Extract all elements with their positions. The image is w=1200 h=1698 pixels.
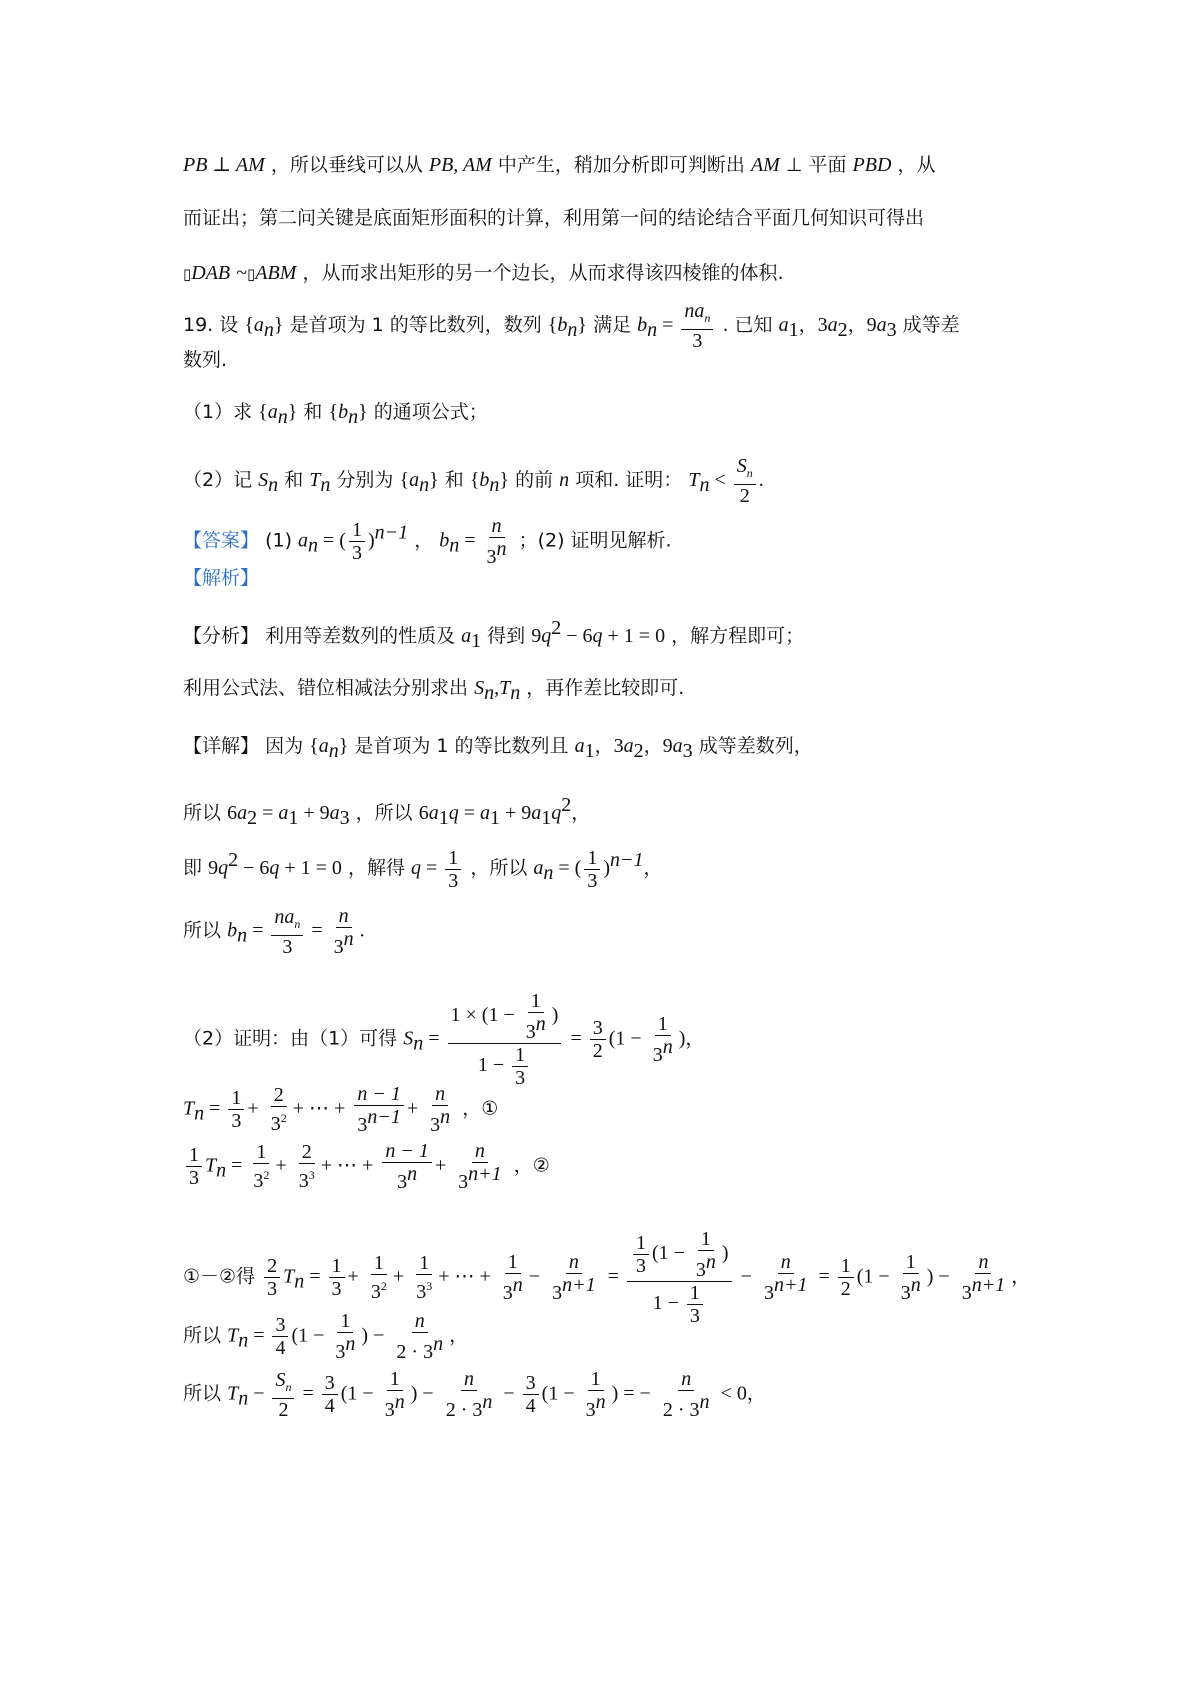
text: 是首项为 1 的等比数列且 <box>354 735 569 757</box>
text: . 已知 <box>722 314 773 336</box>
math: DAB <box>191 262 231 284</box>
text: （2）记 <box>183 469 253 491</box>
text: 19. 设 <box>183 314 239 336</box>
text-line: 数列. <box>183 349 228 371</box>
answer-label: 【答案】 <box>183 529 260 552</box>
part-2: （2）记 $S_n$ 和 $T_n$ 分别为 $\{a_n\}$ 和 $\{b_n\}$ 的前 n 项和. 证明： $T_n$ < $\frac{S_n}{2}$ . <box>183 455 764 507</box>
question-19: 19. 设 $\{a_n\}$ 是首项为 1 的等比数列，数列 $\{b_n\}$ 满足 $b_n$ = $\frac{na_n}{3}$ . 已知 $a_1$，$3a_2$，$9a_3$ 成等差 <box>183 300 960 352</box>
analysis-label: 【解析】 <box>183 567 260 589</box>
text: 成等差 <box>902 314 960 336</box>
text: 利用公式法、错位相减法分别求出 <box>183 677 469 699</box>
text-line-2: 而证出；第二问关键是底面矩形面积的计算，利用第一问的结论结合平面几何知识可得出 <box>183 207 925 229</box>
text: （1）求 <box>183 401 253 423</box>
text: 中产生，稍加分析即可判断出 <box>497 154 745 176</box>
math-pb-perp-am: PB ⊥ AM <box>183 154 265 176</box>
text: 【分析】 <box>183 625 260 647</box>
text: 因为 <box>265 735 304 757</box>
math: PB, AM <box>428 154 492 176</box>
part-1: （1）求 $\{a_n\}$ 和 $\{b_n\}$ 的通项公式； <box>183 401 488 428</box>
detail-line-2: 所以 $6a_2 = a_1 + 9a_3$ ，所以 $6a_1q = a_1 + 9a_1q^2$， <box>183 794 591 829</box>
text: 所以 <box>183 1382 222 1405</box>
math: ABM <box>255 262 297 284</box>
text: 满足 <box>593 314 632 336</box>
text: (1) <box>265 529 292 552</box>
text: 是首项为 1 的等比数列，数列 <box>289 314 542 336</box>
analysis-line-2: 利用公式法、错位相减法分别求出 $S_n,T_n$ ，再作差比较即可. <box>183 677 685 704</box>
text: ；(2) 证明见解析. <box>518 529 672 552</box>
text: 所以 <box>183 802 222 824</box>
equation-1: $T_n$ = $\frac{1}{3}$ + $\frac{2}{3^2}$ + ⋯ + $\frac{n - 1}{3^{n-1}}$ + $\frac{n}{3^n}$ ，① <box>183 1083 499 1136</box>
text: 即 <box>183 857 203 879</box>
detail-line-4: 所以 $b_n$ = $\frac{na_n}{3}$ = $\frac{n}{3^n}$ . <box>183 905 365 958</box>
text: ，解方程即可； <box>671 625 805 647</box>
text: ，再作差比较即可. <box>526 677 685 699</box>
text: ，所以垂线可以从 <box>270 154 423 176</box>
text: 项和. 证明： <box>575 469 683 491</box>
text: （2）证明：由（1）可得 <box>183 1027 398 1050</box>
comparison: 所以 $T_n$ − $\frac{S_n}{2}$ = $\frac{3}{4}$ (1 − $\frac{1}{3^n}$ ) − $\frac{n}{2 \cdot 3^n}$ − $\frac{3}{4}$ (1 − $\frac{1}{3^n}$ ) = − $\frac{n}{2 \cdot 3^n}$ < 0， <box>183 1368 766 1421</box>
text: 和 <box>444 469 464 491</box>
equation-diff: ①－②得 $\frac{2}{3}$ $T_n$ = $\frac{1}{3}$ + $\frac{1}{3^2}$ + $\frac{1}{3^3}$ + ⋯ + $\frac{1}{3^n}$ − $\frac{n}{3^{n+1}}$ = $\frac{1}{3}$ (1 − $\frac{1}{3^n}$ ) 1 − $\frac{1}{3}$ − $\frac{n}{3^{n+1}}$ = $\frac{1}{2}$ (1 − $\frac{1}{3^n}$ ) − $\frac{n}{3^{n+1}}$ ， <box>183 1228 1031 1327</box>
text: 【详解】 <box>183 735 260 757</box>
analysis-line-1: 【分析】 利用等差数列的性质及 $a_1$ 得到 $9q^2 - 6q + 1 = 0$ ，解方程即可； <box>183 617 805 652</box>
text: ，解得 <box>347 857 405 879</box>
text: ，从 <box>897 154 936 176</box>
math: PBD <box>852 154 892 176</box>
tn-result: 所以 $T_n$ = $\frac{3}{4}$ (1 − $\frac{1}{3^n}$ ) − $\frac{n}{2 \cdot 3^n}$ ， <box>183 1310 469 1363</box>
text: 和 <box>284 469 304 491</box>
text-line-3: ▯DAB ~▯ABM ，从而求出矩形的另一个边长，从而求得该四棱锥的体积. <box>183 262 784 284</box>
math: ~ <box>236 262 248 284</box>
math: AM <box>750 154 780 176</box>
text: ⊥ 平面 <box>785 154 847 176</box>
text: 成等差数列， <box>698 735 813 757</box>
text: 得到 <box>487 625 526 647</box>
text: ，所以 <box>355 802 413 824</box>
text: 所以 <box>183 919 222 942</box>
text: 的前 <box>515 469 554 491</box>
text: ，所以 <box>470 857 528 879</box>
detail-line-1: 【详解】 因为 $\{a_n\}$ 是首项为 1 的等比数列且 $a_1$，$3a_2$，$9a_3$ 成等差数列， <box>183 735 813 762</box>
detail-line-3: 即 $9q^2 - 6q + 1 = 0$ ，解得 q = $\frac{1}{3}$ ，所以 $a_n$ = ( $\frac{1}{3}$ )$^{n-1}$， <box>183 846 663 892</box>
equation-2: $\frac{1}{3}$ $T_n$ = $\frac{1}{3^2}$ + $\frac{2}{3^3}$ + ⋯ + $\frac{n - 1}{3^n}$ + $\frac{n}{3^{n+1}}$ ，② <box>183 1140 550 1193</box>
text: 利用等差数列的性质及 <box>265 625 456 647</box>
text: 分别为 <box>336 469 394 491</box>
text: 所以 <box>183 1324 222 1347</box>
answer: 【答案】 (1) $a_n$ = ( $\frac{1}{3}$ )$^{n-1}$ ， $b_n$ = $\frac{n}{3^n}$ ；(2) 证明见解析. <box>183 515 672 568</box>
text: 和 <box>303 401 323 423</box>
text: ，② <box>513 1154 550 1177</box>
text: ，① <box>462 1097 499 1120</box>
text-line-1 <box>183 150 935 180</box>
text: 的通项公式； <box>373 401 488 423</box>
proof-sn: （2）证明：由（1）可得 $S_n$ = 1 × (1 − $\frac{1}{3^n}$ ) 1 − $\frac{1}{3}$ = $\frac{3}{2}$ (1 − $\frac{1}{3^n}$ )， <box>183 990 705 1089</box>
text: ，从而求出矩形的另一个边长，从而求得该四棱锥的体积. <box>302 262 784 284</box>
text: ①－②得 <box>183 1265 256 1288</box>
